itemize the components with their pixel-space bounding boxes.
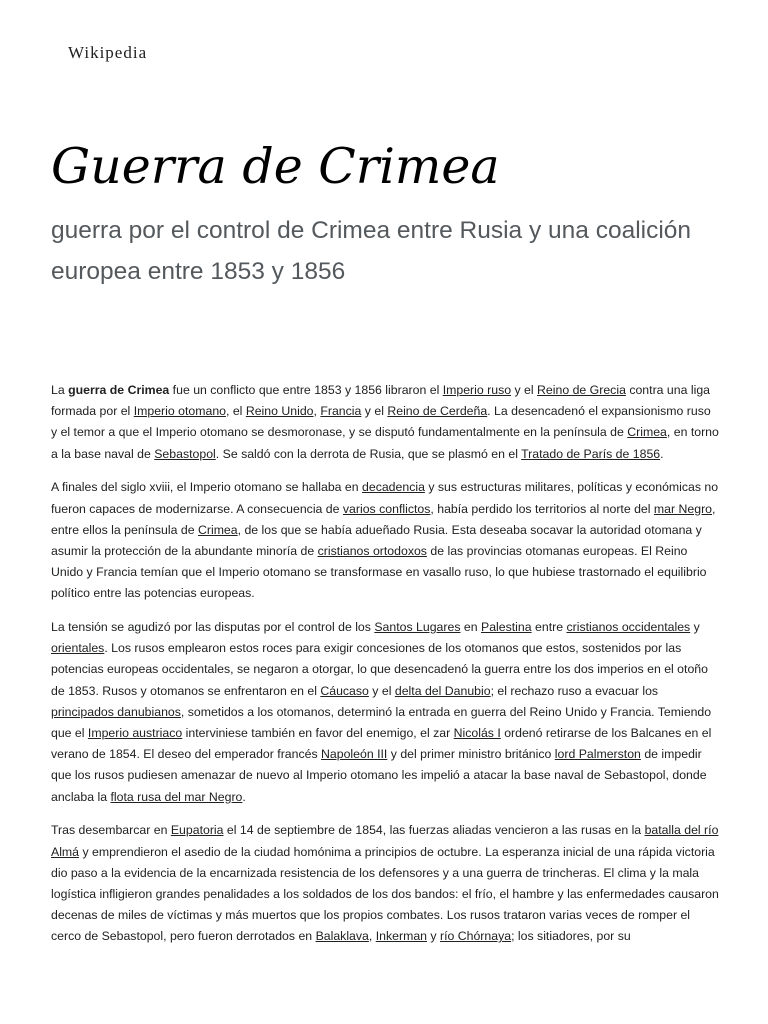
- link-reino-de-grecia[interactable]: Reino de Grecia: [537, 383, 626, 397]
- link-rio-chornaya[interactable]: río Chórnaya: [439, 929, 512, 944]
- text: y el: [368, 683, 395, 698]
- article-body: [51, 380, 719, 960]
- link-flota-rusa[interactable]: flota rusa del mar Negro: [110, 789, 243, 804]
- text: interviniese también en favor del enemigo, el zar: [182, 726, 454, 741]
- text: Tras desembarcar en: [51, 823, 171, 838]
- text: A finales del siglo xviii, el Imperio otomano se hallaba en: [51, 480, 363, 495]
- link-imperio-otomano[interactable]: Imperio otomano: [133, 404, 226, 419]
- link-cristianos-occidentales[interactable]: cristianos occidentales: [566, 620, 691, 635]
- link-batalla-del-rio-alma[interactable]: batalla del río Almá: [51, 823, 719, 859]
- link-crimea[interactable]: Crimea: [197, 522, 238, 537]
- text: , había perdido los territorios al norte del: [430, 501, 654, 516]
- link-reino-unido[interactable]: Reino Unido: [245, 404, 314, 419]
- page-title: Guerra de Crimea: [51, 138, 500, 195]
- text: y: [427, 929, 440, 944]
- paragraph-2: [51, 477, 719, 604]
- text: el 14 de septiembre de 1854, las fuerzas aliadas vencieron a las rusas en la: [223, 823, 645, 838]
- text: La tensión se agudizó por las disputas por el control de los: [51, 620, 375, 635]
- link-eupatoria[interactable]: Eupatoria: [170, 823, 224, 838]
- text: .: [660, 446, 664, 461]
- text: fue un conflicto que entre 1853 y 1856 libraron el: [169, 383, 443, 397]
- paragraph-3: [51, 617, 719, 808]
- link-caucaso[interactable]: Cáucaso: [320, 683, 369, 698]
- text: y sus estructuras militares, políticas y económicas no fueron capaces de modernizarse. A consecuencia de: [51, 480, 719, 516]
- text: ,: [313, 404, 321, 419]
- text: y del primer ministro británico: [387, 747, 555, 762]
- text: y el: [361, 404, 388, 419]
- paragraph-1: [51, 380, 719, 465]
- text: . Se saldó con la derrota de Rusia, que se plasmó en el: [215, 446, 522, 461]
- link-sebastopol[interactable]: Sebastopol: [154, 446, 216, 461]
- text: y emprendieron el asedio de la ciudad homónima a principios de octubre. La esperanza inicial de una rápida victoria dio paso a la evidencia de la encarnizada resistencia de los defensores y a una guerra de trincheras. El clima y la mala logística infligieron grandes penalidades a los soldados de los dos bandos: el frío, el hambre y las enfermedades causaron decenas de miles de víctimas y más muertos que los propios combates. Los rusos trataron varias veces de romper el cerco de Sebastopol, pero fueron derrotados en: [51, 844, 719, 944]
- link-delta-del-danubio[interactable]: delta del Danubio: [394, 683, 491, 698]
- wikipedia-logo[interactable]: Wikipedia: [68, 43, 148, 62]
- link-principados-danubianos[interactable]: principados danubianos: [51, 704, 181, 719]
- text: , de los que se había adueñado Rusia. Esta deseaba socavar la autoridad otomana y asumir la protección de la abundante minoría de: [51, 522, 702, 558]
- text: ; el rechazo ruso a evacuar los: [490, 683, 659, 698]
- link-decadencia[interactable]: decadencia: [362, 480, 425, 495]
- text: , sometidos a los otomanos, determinó la entrada en guerra del Reino Unido y Francia. Temiendo que el: [51, 704, 712, 741]
- link-mar-negro[interactable]: mar Negro: [653, 501, 713, 516]
- text: contra una liga formada por el: [51, 383, 710, 419]
- link-lord-palmerston[interactable]: lord Palmerston: [554, 747, 641, 762]
- text: en: [460, 620, 481, 635]
- text: . Los rusos emplearon estos roces para exigir concesiones de los otomanos que estos, sostenidos por las potencias europeas occidentales, se negaron a otorgar, lo que desencadenó la guerra entre los dos imperios en el otoño de 1853. Rusos y otomanos se enfrentaron en el: [51, 641, 708, 698]
- text: , el: [226, 404, 246, 419]
- text: entre: [531, 620, 567, 635]
- link-cristianos-ortodoxos[interactable]: cristianos ortodoxos: [317, 543, 427, 558]
- text: ; los sitiadores, por su: [511, 929, 631, 944]
- text: ordenó retirarse de los Balcanes en el verano de 1854. El deseo del emperador francés: [51, 726, 712, 762]
- link-santos-lugares[interactable]: Santos Lugares: [374, 620, 461, 635]
- link-imperio-austriaco[interactable]: Imperio austriaco: [87, 726, 183, 741]
- link-reino-de-cerdena[interactable]: Reino de Cerdeña: [387, 404, 488, 419]
- text: de impedir que los rusos pudiesen amenazar de nuevo al Imperio otomano les impelió a atacar la base naval de Sebastopol, donde anclaba la: [51, 747, 707, 804]
- text: y: [690, 620, 700, 635]
- link-francia[interactable]: Francia: [320, 404, 362, 419]
- link-inkerman[interactable]: Inkerman: [375, 929, 427, 944]
- text: y el: [511, 383, 538, 397]
- text: . La desencadenó el expansionismo ruso y el temor a que el Imperio otomano se desmoronase, y se disputó fundamentalmente en la península de: [51, 404, 711, 440]
- link-nicolas-i[interactable]: Nicolás I: [453, 726, 501, 741]
- paragraph-4: [51, 820, 719, 947]
- text: .: [242, 789, 246, 804]
- text: La: [51, 383, 69, 397]
- link-napoleon-iii[interactable]: Napoleón III: [321, 747, 388, 762]
- link-tratado-de-paris[interactable]: Tratado de París de 1856: [521, 446, 661, 461]
- link-crimea[interactable]: Crimea: [627, 425, 667, 440]
- link-orientales[interactable]: orientales: [51, 641, 105, 656]
- text: , entre ellos la península de: [51, 501, 716, 537]
- text: de las provincias otomanas europeas. El Reino Unido y Francia temían que el Imperio otomano se transformase en vasallo ruso, lo que hubiese trastornado el equilibrio político entre las potencias europeas.: [51, 543, 707, 601]
- link-imperio-ruso[interactable]: Imperio ruso: [442, 383, 512, 397]
- link-palestina[interactable]: Palestina: [481, 620, 532, 635]
- page-subtitle: guerra por el control de Crimea entre Rusia y una coalición europea entre 1853 y 1856: [51, 217, 692, 285]
- link-varios-conflictos[interactable]: varios conflictos: [342, 501, 431, 516]
- text: , en torno a la base naval de: [51, 425, 719, 461]
- text: ,: [368, 929, 376, 944]
- link-balaklava[interactable]: Balaklava: [315, 929, 369, 944]
- bold-term: guerra de Crimea: [68, 383, 170, 397]
